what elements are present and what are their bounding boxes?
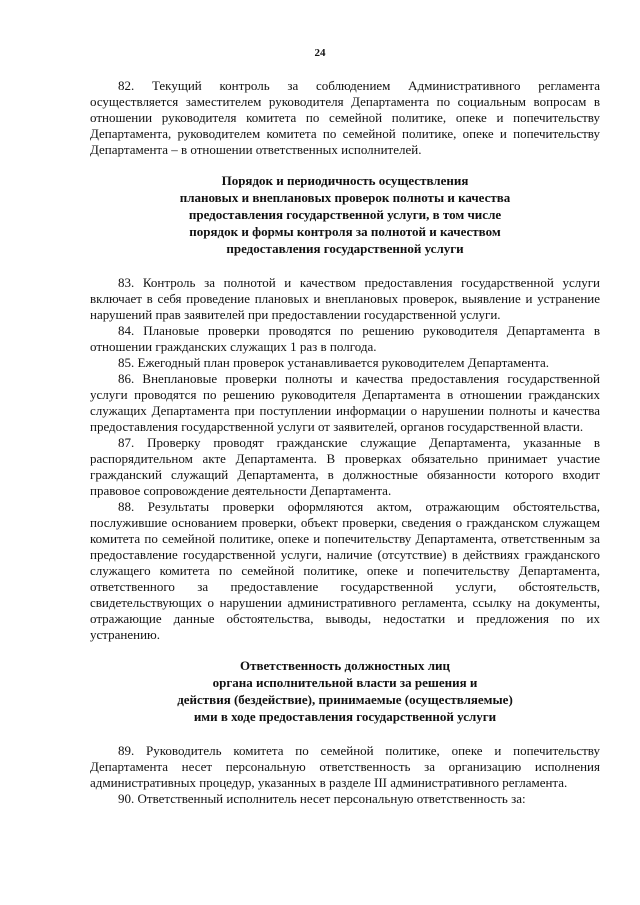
paragraph-82: 82. Текущий контроль за соблюдением Административного регламента осуществляется заместителем руководителя Департамента по социальным вопросам в отношении руководителя комитета по семейной политике, опеке и попечительству Департамента, руководителем комитета по семейной политике, опеке и попечительству Департамента – в отношении ответственных исполнителей. (90, 78, 600, 157)
paragraph-87: 87. Проверку проводят гражданские служащие Департамента, указанные в распорядительном акте Департамента. В проверках обязательно принимает участие гражданский служащий Департамента, в должностные обязанности которого входит правовое сопровождение деятельности Департамента. (90, 435, 600, 498)
heading-line: порядок и формы контроля за полнотой и качеством (189, 224, 501, 239)
heading-line: действия (бездействие), принимаемые (осуществляемые) (177, 692, 513, 707)
heading-line: органа исполнительной власти за решения и (212, 675, 478, 690)
heading-line: предоставления государственной услуги (226, 241, 464, 256)
paragraph-90: 90. Ответственный исполнитель несет персональную ответственность за: (118, 791, 526, 806)
paragraph-89: 89. Руководитель комитета по семейной политике, опеке и попечительству Департамента несет персональную ответственность за организацию исполнения административных процедур, указанных в разделе III административного регламента. (90, 743, 600, 790)
paragraph-88: 88. Результаты проверки оформляются актом, отражающим обстоятельства, послужившие основанием проверки, объект проверки, сведения о гражданском служащем комитета по семейной политике, опеке и попечительству Департамента, ответственным за предоставление государственной услуги, наличие (отсутствие) в действиях гражданского служащего комитета по семейной политике, опеке и попечительству Департамента, ответственного за предоставление государственной услуги, обстоятельств, свидетельствующих о нарушении административного регламента, ссылку на документы, отражающие данные обстоятельства, выводы, недостатки и предложения по их устранению. (90, 499, 600, 642)
heading-line: Порядок и периодичность осуществления (221, 173, 469, 188)
section-heading-responsibility (90, 657, 600, 725)
section-heading-control-procedure (90, 172, 600, 257)
paragraph-84: 84. Плановые проверки проводятся по решению руководителя Департамента в отношении гражданских служащих 1 раз в полгода. (90, 323, 600, 354)
heading-line: предоставления государственной услуги, в том числе (188, 207, 502, 222)
paragraph-83: 83. Контроль за полнотой и качеством предоставления государственной услуги включает в себя проведение плановых и внеплановых проверок, выявление и устранение нарушений прав заявителей при предоставлении государственной услуги. (90, 275, 600, 322)
page-number: 24 (314, 47, 326, 59)
paragraph-85: 85. Ежегодный план проверок устанавливается руководителем Департамента. (118, 355, 549, 370)
heading-line: плановых и внеплановых проверок полноты и качества (179, 190, 511, 205)
paragraph-86: 86. Внеплановые проверки полноты и качества предоставления государственной услуги проводятся по решению руководителя Департамента в отношении гражданских служащих Департамента при поступлении информации о нарушении полноты и качества предоставления государственной услуги от заявителей, органов государственной власти. (90, 371, 600, 434)
document-body (90, 78, 600, 807)
heading-line: Ответственность должностных лиц (240, 658, 450, 673)
heading-line: ими в ходе предоставления государственной услуги (193, 709, 497, 724)
